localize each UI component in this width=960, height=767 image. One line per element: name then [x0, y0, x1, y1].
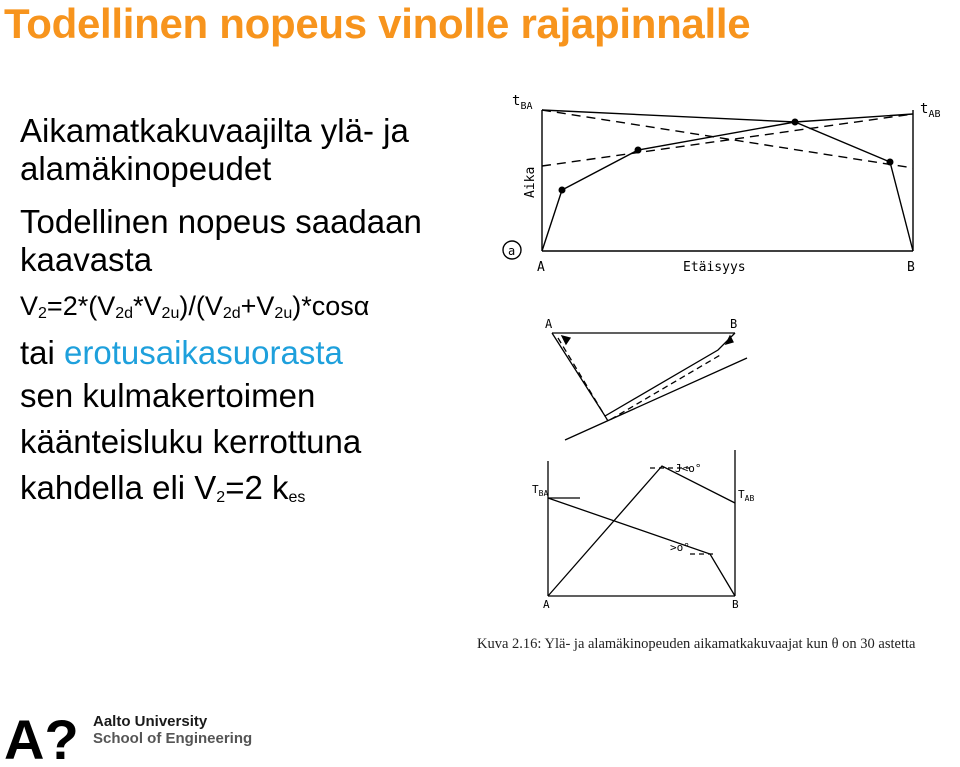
- figure-middle-panel: [552, 333, 747, 440]
- top-point-a: A: [537, 260, 545, 275]
- velocity-formula: [20, 287, 490, 333]
- formula-sub-2u-b: 2u: [274, 305, 293, 322]
- panel-marker: a: [508, 244, 516, 258]
- angle-label-lower: >o°: [670, 541, 690, 554]
- ray-path-dashed: [558, 338, 722, 421]
- label-tba: [512, 93, 532, 112]
- point-marker: [559, 187, 565, 193]
- word-tai: tai: [20, 334, 55, 371]
- figure-bottom-panel: [548, 450, 735, 596]
- label-Tab-letter: T: [738, 488, 745, 501]
- slide-title: Todellinen nopeus vinolle rajapinnalle: [4, 0, 751, 47]
- label-tab-sub: AB: [928, 109, 941, 120]
- formula-mul: *V: [133, 291, 162, 321]
- formula-sub-2: 2: [38, 305, 47, 322]
- label-tab: [920, 101, 940, 120]
- line5-sub-es: es: [288, 489, 306, 506]
- para-velocities: Aikamatkakuvaajilta ylä- ja alamäkinopeudet: [20, 112, 409, 187]
- bottom-point-b: B: [732, 598, 739, 611]
- line-kulmakerroin: sen kulmakertoimen: [20, 377, 316, 414]
- mid-point-b: B: [730, 317, 738, 331]
- mid-point-a: A: [545, 317, 553, 331]
- traveltime-figure: [490, 88, 960, 628]
- angle-label-upper: J<o°: [675, 462, 702, 475]
- para-formula-intro: Todellinen nopeus saadaan kaavasta: [20, 203, 422, 278]
- formula-sub-2u: 2u: [161, 305, 180, 322]
- point-marker: [887, 159, 893, 165]
- top-dashed-left: [542, 114, 913, 166]
- university-name: Aalto University: [93, 713, 208, 730]
- arrow-head: [562, 336, 570, 344]
- line5-mid: =2 k: [225, 469, 289, 506]
- label-Tab-sub: AB: [744, 494, 755, 503]
- label-tba-letter: t: [512, 93, 521, 109]
- label-tba-sub: BA: [520, 101, 533, 112]
- aalto-logo: [4, 713, 84, 761]
- line-kaanteisluku: käänteisluku kerrottuna: [20, 423, 362, 460]
- slide-body: [20, 112, 490, 521]
- line-kahdella: [20, 465, 490, 521]
- formula-plus: +V: [240, 291, 275, 321]
- school-name: School of Engineering: [93, 730, 253, 747]
- uphill-curve: [542, 110, 913, 122]
- term-erotusaikasuora: erotusaikasuorasta: [64, 334, 343, 371]
- dipping-interface: [565, 358, 747, 440]
- formula-sub-2d: 2d: [115, 305, 134, 322]
- label-Tba: [532, 483, 548, 498]
- point-marker: [635, 147, 641, 153]
- figure-caption: Kuva 2.16: Ylä- ja alamäkinopeuden aikamatkakuvaajat kun θ on 30 astetta: [477, 636, 916, 652]
- formula-sub-2d-b: 2d: [222, 305, 241, 322]
- lower-traveltime: [548, 498, 735, 596]
- formula-tail: )*cosα: [292, 291, 370, 321]
- aalto-logo-mark: A?: [4, 713, 79, 761]
- label-tab-letter: t: [920, 101, 929, 117]
- label-Tba-letter: T: [532, 483, 539, 496]
- arrow-head: [726, 336, 733, 344]
- line5-sub-2: 2: [216, 489, 226, 506]
- top-point-b: B: [907, 260, 915, 275]
- bottom-point-a: A: [543, 598, 550, 611]
- label-Tab: [738, 488, 754, 503]
- formula-eq: =2*(V: [46, 291, 116, 321]
- formula-mid: )/(V: [179, 291, 223, 321]
- line5-pre: kahdella eli V: [20, 469, 217, 506]
- downhill-curve: [542, 122, 913, 251]
- axis-label-aika: Aika: [523, 166, 538, 198]
- point-marker: [792, 119, 798, 125]
- label-Tba-sub: BA: [538, 489, 549, 498]
- figure-top-panel: [503, 110, 913, 259]
- line-tai: [20, 333, 490, 373]
- formula-v: V: [20, 291, 39, 321]
- axis-label-etaisyys: Etäisyys: [683, 260, 746, 275]
- aalto-wordmark: [93, 713, 252, 747]
